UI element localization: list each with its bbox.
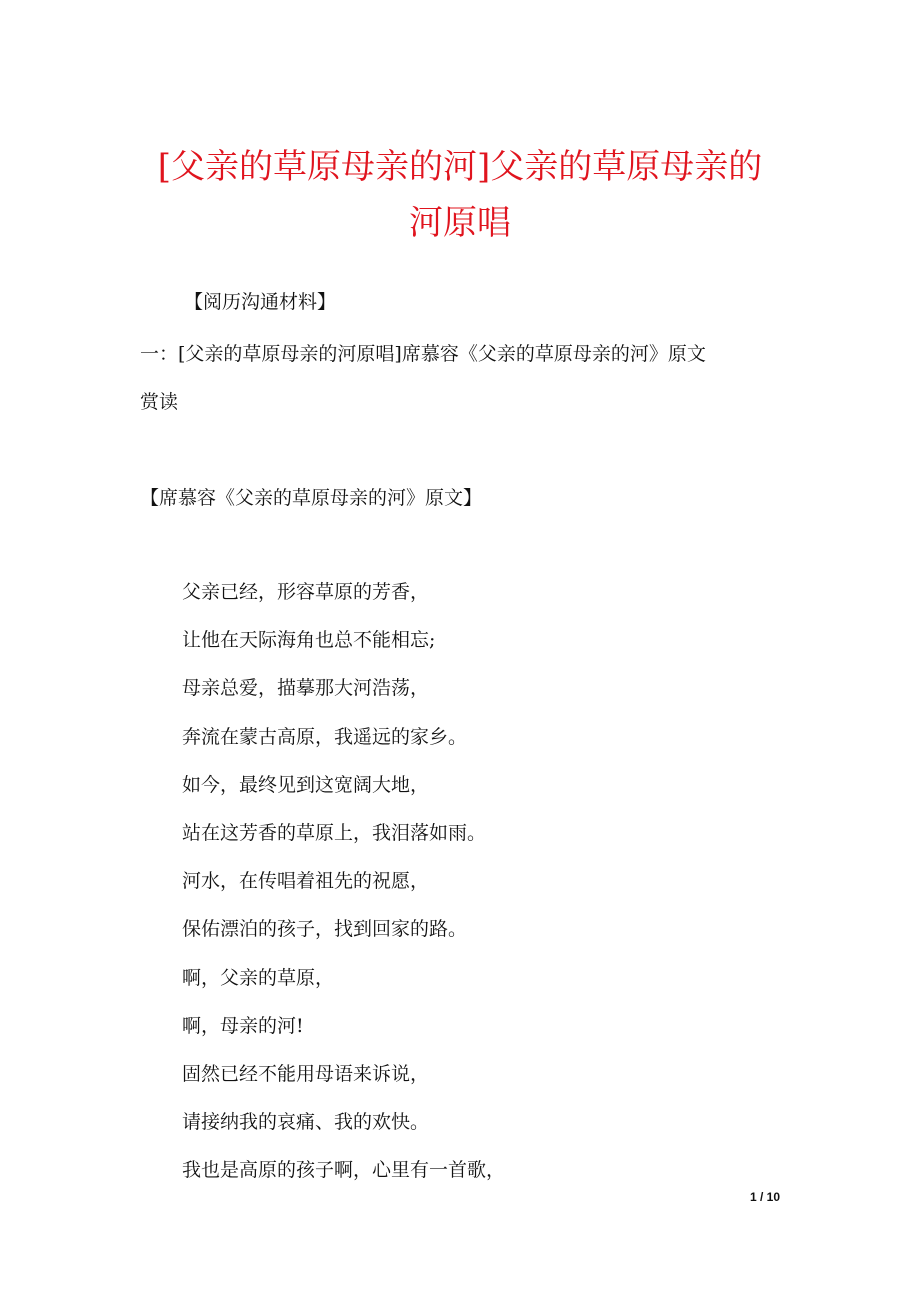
poem-line: 让他在天际海角也总不能相忘;	[182, 629, 436, 652]
poem-line: 我也是高原的孩子啊，心里有一首歌，	[182, 1159, 506, 1182]
poem-line: 奔流在蒙古高原，我遥远的家乡。	[182, 725, 468, 748]
section-label: 【阅历沟通材料】	[184, 291, 337, 313]
poem-line: 母亲总爱，描摹那大河浩荡，	[182, 677, 430, 700]
poem-line: 请接纳我的哀痛、我的欢快。	[182, 1111, 430, 1134]
poem-line: 河水，在传唱着祖先的祝愿，	[182, 870, 430, 893]
document-title-line-2: 河原唱	[409, 203, 511, 243]
page-number: 1 / 10	[749, 1190, 780, 1204]
poem-subheading: 【席慕容《父亲的草原母亲的河》原文】	[140, 487, 483, 509]
intro-line-2: 赏读	[140, 391, 179, 413]
poem-line: 啊，父亲的草原，	[182, 966, 335, 989]
intro-line-1: 一：[父亲的草原母亲的河原唱]席慕容《父亲的草原母亲的河》原文	[140, 343, 706, 365]
poem-line: 固然已经不能用母语来诉说，	[182, 1062, 430, 1085]
poem-text	[182, 578, 505, 1204]
poem-line: 啊，母亲的河!	[182, 1014, 304, 1037]
poem-line: 如今，最终见到这宽阔大地，	[182, 773, 430, 796]
poem-line: 站在这芳香的草原上，我泪落如雨。	[182, 821, 487, 844]
document-title-line-1: [父亲的草原母亲的河]父亲的草原母亲的	[157, 147, 763, 187]
poem-line: 保佑漂泊的孩子，找到回家的路。	[182, 918, 468, 941]
poem-line: 父亲已经，形容草原的芳香，	[182, 581, 430, 603]
